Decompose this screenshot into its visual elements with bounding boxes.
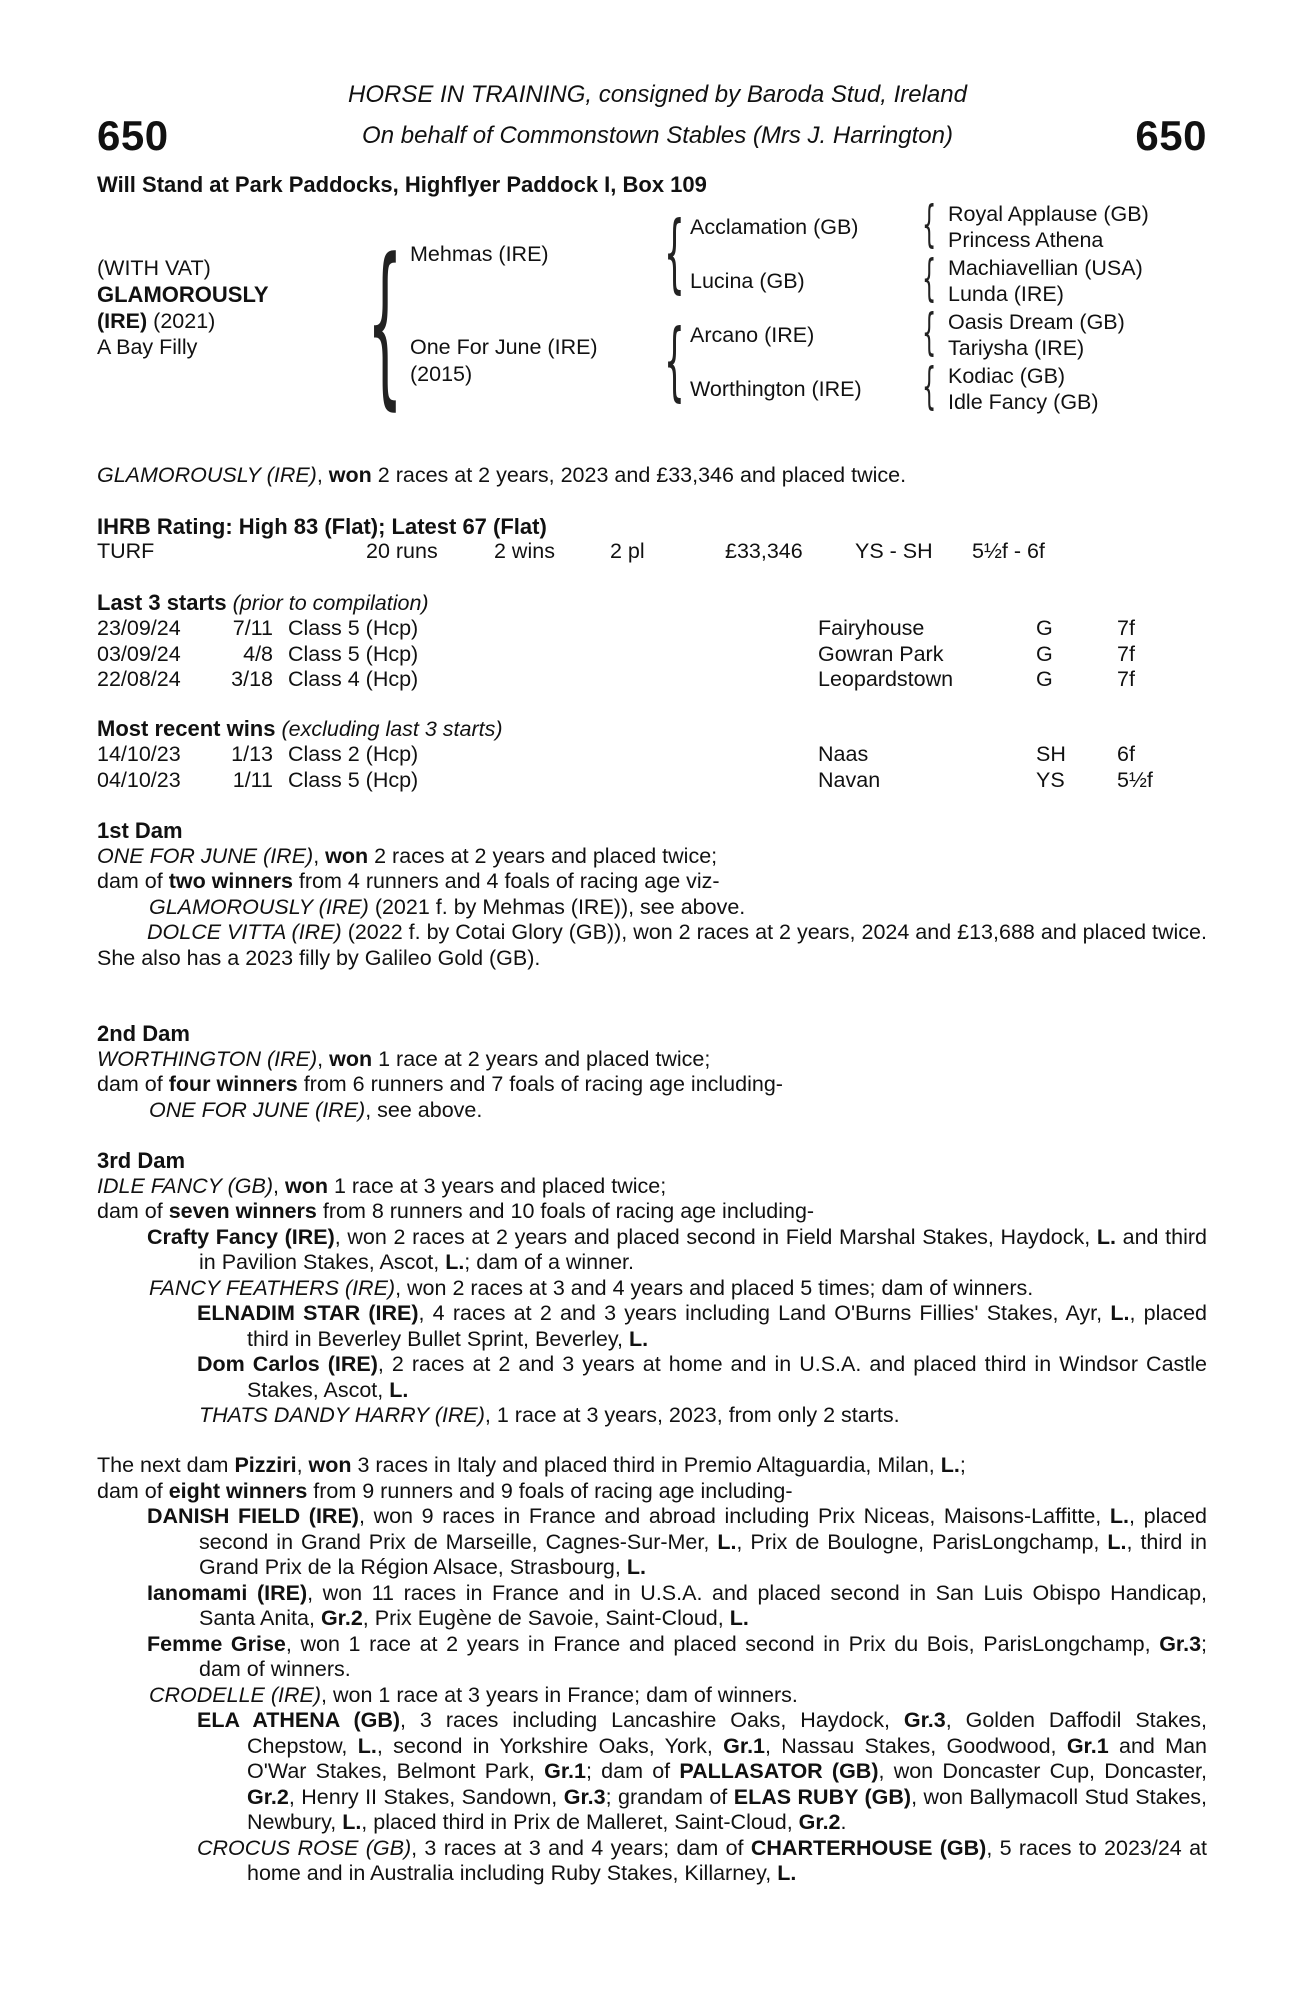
listed-mark: L.: [357, 1733, 377, 1758]
sire-sire-sire: Royal Applause (GB): [948, 202, 1149, 226]
start-course: Leopardstown: [818, 667, 954, 691]
horse-year: (2021): [153, 309, 216, 333]
grand-offspring-entry: [97, 1352, 1207, 1403]
winner-count: seven winners: [168, 1199, 317, 1223]
grand-offspring-entry: [97, 1708, 1207, 1836]
offspring-text: , third in Grand Prix de la Région Alsace, Strasbourg,: [199, 1529, 1207, 1579]
offspring-text: , placed third in Prix de Malleret, Saint-Cloud,: [361, 1810, 799, 1834]
brace-ss: {: [922, 195, 937, 253]
group-mark: Gr.3: [563, 1784, 606, 1809]
dam-dam-dam: Idle Fancy (GB): [948, 390, 1099, 414]
offspring-name: CROCUS ROSE (GB): [197, 1835, 412, 1860]
table-row: [97, 742, 1207, 768]
offspring-name: ELAS RUBY (GB): [733, 1784, 912, 1809]
start-position: 4/8: [243, 641, 273, 666]
group-mark: Gr.1: [723, 1733, 766, 1758]
dam-record: [97, 1453, 1207, 1479]
start-class: Class 4 (Hcp): [288, 667, 419, 691]
won-label: won: [308, 1453, 352, 1477]
offspring-entry: [97, 895, 1207, 921]
last3-note: (prior to compilation): [232, 591, 429, 615]
last3-heading: [97, 590, 429, 617]
sire-sire: Acclamation (GB): [690, 215, 859, 239]
offspring-text: , placed second in Grand Prix de Marseille, Cagnes-Sur-Mer,: [199, 1504, 1207, 1554]
record-text: The next dam: [97, 1453, 235, 1477]
recent-table: [97, 742, 1207, 793]
won-label: won: [325, 843, 369, 868]
horse-origin: [97, 309, 215, 335]
offspring-text: , won 11 races in France and in U.S.A. and placed second in San Luis Obispo Handicap, Santa Anita,: [199, 1580, 1208, 1630]
last3-table: [97, 616, 1207, 693]
dam-name: WORTHINGTON (IRE): [97, 1046, 318, 1071]
offspring-name: CHARTERHOUSE (GB): [750, 1835, 987, 1860]
brace-dd: {: [922, 357, 937, 415]
offspring-text: , won Doncaster Cup, Doncaster,: [878, 1759, 1207, 1783]
table-row: [97, 642, 1207, 668]
listed-mark: L.: [717, 1529, 737, 1554]
start-distance: 7f: [1117, 667, 1135, 691]
grand-offspring-entry: [97, 1403, 1207, 1429]
offspring-entry: [97, 1504, 1207, 1581]
dam-dam: Worthington (IRE): [690, 377, 862, 401]
listed-mark: L.: [1107, 1529, 1127, 1554]
win-course: Naas: [818, 742, 869, 766]
third-dam-section: [97, 1148, 1207, 1429]
rating-runs: 20 runs: [366, 539, 438, 563]
group-mark: Gr.1: [544, 1759, 586, 1783]
offspring-text: , won 2 races at 2 years and placed second in Field Marshal Stakes, Haydock,: [334, 1224, 1097, 1249]
sire-dam: Lucina (GB): [690, 269, 805, 293]
win-position: 1/11: [232, 767, 273, 792]
offspring-text: , Henry II Stakes, Sandown,: [288, 1784, 564, 1809]
win-going: YS: [1036, 767, 1065, 792]
start-date: 03/09/24: [97, 641, 181, 666]
stand-location: Will Stand at Park Paddocks, Highflyer Paddock I, Box 109: [97, 172, 707, 197]
listed-mark: L.: [1096, 1224, 1116, 1249]
listed-mark: L.: [389, 1377, 409, 1402]
start-going: G: [1036, 667, 1053, 691]
offspring-text: , second in Yorkshire Oaks, York,: [376, 1733, 724, 1758]
first-dam-section: [97, 818, 1207, 971]
produce-text: dam of: [97, 1072, 169, 1096]
record-text: 3 races in Italy and placed third in Premio Altaguardia, Milan,: [351, 1453, 941, 1477]
offspring-name: DANISH FIELD (IRE): [147, 1504, 359, 1528]
win-class: Class 2 (Hcp): [288, 742, 419, 766]
offspring-name: PALLASATOR (GB): [679, 1759, 879, 1783]
offspring-entry: [97, 1632, 1207, 1683]
group-mark: Gr.1: [1066, 1733, 1109, 1758]
consignor-line: On behalf of Commonstown Stables (Mrs J. Harrington): [362, 122, 953, 149]
start-going: G: [1036, 616, 1053, 640]
start-date: 23/09/24: [97, 616, 181, 640]
listed-mark: L.: [626, 1555, 646, 1579]
recent-note: (excluding last 3 starts): [281, 717, 503, 741]
rating-placed: 2 pl: [610, 539, 645, 563]
sire-sire-dam: Princess Athena: [948, 228, 1104, 252]
winner-count: eight winners: [168, 1478, 308, 1503]
consignment-line: HORSE IN TRAINING, consigned by Baroda Stud, Ireland: [348, 81, 967, 108]
listed-mark: L.: [940, 1453, 960, 1477]
win-class: Class 5 (Hcp): [288, 767, 419, 792]
offspring-text: , Golden Daffodil Stakes, Chepstow,: [247, 1708, 1208, 1758]
offspring-text: , Prix Eugène de Savoie, Saint-Cloud,: [362, 1606, 730, 1630]
group-mark: Gr.2: [320, 1606, 363, 1630]
record-text: 2 races at 2 years and placed twice;: [368, 843, 718, 868]
offspring-text: and Man O'War Stakes, Belmont Park,: [247, 1733, 1207, 1783]
lot-number-left: 650: [97, 112, 169, 159]
sire-dam-sire: Machiavellian (USA): [948, 256, 1143, 280]
rating-distance: 5½f - 6f: [972, 539, 1045, 563]
offspring-text: , won Ballymacoll Stud Stakes, Newbury,: [247, 1784, 1208, 1834]
start-position: 7/11: [232, 616, 273, 640]
offspring-name: Crafty Fancy (IRE): [147, 1224, 335, 1249]
record-text: ,: [296, 1453, 309, 1477]
start-class: Class 5 (Hcp): [288, 616, 419, 640]
listed-mark: L.: [1109, 1504, 1130, 1528]
offspring-text: , placed third in Beverley Bullet Sprint, Beverley,: [247, 1301, 1207, 1351]
table-row: [97, 768, 1207, 794]
sire: Mehmas (IRE): [410, 242, 549, 266]
offspring-name: ONE FOR JUNE (IRE): [149, 1097, 366, 1122]
offspring-name: GLAMOROUSLY (IRE): [149, 894, 369, 919]
group-mark: Gr.2: [798, 1810, 841, 1834]
listed-mark: L.: [729, 1606, 749, 1630]
dam-year: (2015): [410, 362, 473, 386]
offspring-name: CRODELLE (IRE): [149, 1682, 322, 1707]
win-course: Navan: [818, 767, 881, 792]
rating-going: YS - SH: [855, 539, 933, 563]
sire-dam-dam: Lunda (IRE): [948, 282, 1064, 306]
offspring-text: ; dam of a winner.: [464, 1250, 634, 1274]
group-mark: Gr.3: [903, 1708, 946, 1732]
offspring-name: Ianomami (IRE): [147, 1580, 308, 1605]
offspring-text: , won 2 races at 3 and 4 years and placed 5 times; dam of winners.: [395, 1275, 1034, 1300]
dam: One For June (IRE): [410, 335, 598, 359]
offspring-text: , Nassau Stakes, Goodwood,: [765, 1733, 1067, 1758]
offspring-text: , won 9 races in France and abroad including Prix Niceas, Maisons-Laffitte,: [358, 1504, 1110, 1528]
produce-text: dam of: [97, 1199, 169, 1223]
recent-heading: [97, 716, 503, 743]
produce-text: dam of: [97, 869, 169, 893]
offspring-text: .: [840, 1810, 847, 1834]
group-mark: Gr.2: [247, 1784, 289, 1809]
offspring-text: , 4 races at 2 and 3 years including Land O'Burns Fillies' Stakes, Ayr,: [418, 1301, 1111, 1325]
produce-text: from 6 runners and 7 foals of racing age including-: [297, 1072, 783, 1096]
offspring-text: , 5 races to 2023/24 at home and in Australia including Ruby Stakes, Killarney,: [247, 1835, 1207, 1885]
summary-won: won: [328, 463, 372, 487]
dam-produce: [97, 1479, 1207, 1505]
brace-ds: {: [922, 303, 937, 361]
race-summary: GLAMOROUSLY (IRE), won 2 races at 2 years, 2023 and £33,346 and placed twice.: [97, 463, 907, 487]
start-date: 22/08/24: [97, 667, 181, 691]
offspring-text: , won 1 race at 3 years in France; dam of winners.: [321, 1682, 798, 1707]
section-heading: 2nd Dam: [97, 1021, 190, 1046]
offspring-entry: [97, 1683, 1207, 1709]
listed-mark: L.: [1110, 1301, 1130, 1325]
record-text: 1 race at 2 years and placed twice;: [372, 1046, 711, 1071]
dam-dam-sire: Kodiac (GB): [948, 364, 1066, 388]
second-dam-section: [97, 1021, 1207, 1123]
group-mark: Gr.3: [1159, 1631, 1202, 1656]
start-going: G: [1036, 641, 1053, 666]
win-going: SH: [1036, 742, 1066, 766]
brace-dam: {: [664, 311, 685, 411]
produce-text: dam of: [97, 1478, 169, 1503]
produce-text: from 8 runners and 10 foals of racing age including-: [316, 1199, 815, 1223]
offspring-entry: [97, 1225, 1207, 1276]
offspring-entry: [97, 1581, 1207, 1632]
listed-mark: L.: [342, 1810, 362, 1834]
win-position: 1/13: [231, 742, 273, 766]
table-row: [97, 616, 1207, 642]
offspring-name: ELNADIM STAR (IRE): [197, 1301, 419, 1325]
offspring-text: (2022 f. by Cotai Glory (GB)), won 2 races at 2 years, 2024 and £13,688 and placed twice.: [341, 920, 1207, 944]
brace-sire: {: [664, 203, 685, 303]
grand-offspring-entry: [97, 1836, 1207, 1887]
offspring-text: , see above.: [365, 1097, 483, 1122]
horse-description: A Bay Filly: [97, 335, 198, 359]
offspring-name: Femme Grise: [147, 1631, 286, 1656]
winner-count: four winners: [168, 1072, 298, 1096]
grand-offspring-entry: [97, 1301, 1207, 1352]
offspring-name: DOLCE VITTA (IRE): [147, 920, 342, 944]
won-label: won: [329, 1046, 373, 1071]
dam-record: IDLE FANCY (GB), won 1 race at 3 years and placed twice;: [97, 1173, 667, 1198]
record-text: 1 race at 3 years and placed twice;: [327, 1173, 667, 1198]
dam-record: WORTHINGTON (IRE), won 1 race at 2 years and placed twice;: [97, 1046, 711, 1071]
dam-sire-sire: Oasis Dream (GB): [948, 310, 1125, 334]
dam-name: Pizziri: [234, 1453, 297, 1477]
offspring-entry: [97, 1098, 1207, 1124]
win-date: 04/10/23: [97, 767, 181, 792]
offspring-entry: [97, 1276, 1207, 1302]
rating-wins: 2 wins: [494, 539, 555, 563]
next-dam-section: [97, 1453, 1207, 1887]
rating-surface: TURF: [97, 539, 155, 563]
brace-sd: {: [922, 249, 937, 307]
offspring-text: (2021 f. by Mehmas (IRE)), see above.: [368, 894, 746, 919]
won-label: won: [284, 1173, 328, 1198]
dam-sire-dam: Tariysha (IRE): [948, 336, 1085, 360]
horse-country: (IRE): [97, 309, 148, 333]
dam-produce: [97, 869, 1207, 895]
offspring-name: ELA ATHENA (GB): [197, 1708, 401, 1732]
start-course: Fairyhouse: [818, 616, 925, 640]
section-heading: 1st Dam: [97, 818, 183, 843]
start-course: Gowran Park: [818, 641, 944, 666]
summary-detail: 2 races at 2 years, 2023 and £33,346 and placed twice.: [371, 463, 907, 487]
win-date: 14/10/23: [97, 742, 181, 766]
recent-title: Most recent wins: [97, 716, 276, 741]
last3-title: Last 3 starts: [97, 590, 227, 615]
rating-title: IHRB Rating: High 83 (Flat); Latest 67 (Flat): [97, 514, 547, 539]
dam-produce: [97, 1072, 1207, 1098]
start-distance: 7f: [1117, 641, 1135, 666]
start-class: Class 5 (Hcp): [288, 641, 419, 666]
win-distance: 6f: [1117, 742, 1135, 766]
offspring-name: THATS DANDY HARRY (IRE): [199, 1403, 485, 1427]
produce-text: from 9 runners and 9 foals of racing age including-: [307, 1478, 793, 1503]
listed-mark: L.: [445, 1250, 465, 1274]
record-text: ;: [959, 1453, 966, 1477]
offspring-entry: [97, 920, 1207, 946]
offspring-name: Dom Carlos (IRE): [197, 1352, 378, 1376]
offspring-text: ; dam of winners.: [199, 1631, 1208, 1681]
lot-number-right: 650: [1135, 112, 1207, 159]
vat-note: (WITH VAT): [97, 256, 211, 280]
offspring-text: , won 1 race at 2 years in France and placed second in Prix du Bois, ParisLongchamp,: [285, 1631, 1160, 1656]
dam-note: She also has a 2023 filly by Galileo Gold (GB).: [97, 945, 541, 970]
table-row: [97, 667, 1207, 693]
produce-text: from 4 runners and 4 foals of racing age viz-: [292, 869, 720, 893]
offspring-text: , 2 races at 2 and 3 years at home and in U.S.A. and placed third in Windsor Castle Stakes, Ascot,: [247, 1352, 1207, 1402]
listed-mark: L.: [629, 1326, 649, 1351]
brace-horse: {: [367, 221, 403, 426]
rating-earnings: £33,346: [725, 539, 803, 563]
dam-name: ONE FOR JUNE (IRE): [97, 843, 314, 868]
offspring-text: ; grandam of: [605, 1784, 734, 1809]
dam-produce: [97, 1199, 1207, 1225]
offspring-text: ; dam of: [585, 1759, 680, 1783]
horse-name: GLAMOROUSLY: [97, 282, 269, 307]
offspring-text: and third in Pavilion Stakes, Ascot,: [199, 1224, 1207, 1274]
start-distance: 7f: [1117, 616, 1135, 640]
offspring-text: , Prix de Boulogne, ParisLongchamp,: [736, 1529, 1108, 1554]
dam-record: ONE FOR JUNE (IRE), won 2 races at 2 years and placed twice;: [97, 843, 718, 868]
dam-sire: Arcano (IRE): [690, 323, 815, 347]
offspring-text: , 3 races at 3 and 4 years; dam of: [411, 1835, 751, 1860]
dam-name: IDLE FANCY (GB): [97, 1173, 274, 1198]
summary-horse: GLAMOROUSLY (IRE): [97, 463, 317, 487]
winner-count: two winners: [168, 869, 293, 893]
win-distance: 5½f: [1117, 767, 1153, 792]
start-position: 3/18: [231, 667, 273, 691]
offspring-name: FANCY FEATHERS (IRE): [149, 1275, 396, 1300]
listed-mark: L.: [777, 1861, 797, 1885]
offspring-text: , 1 race at 3 years, 2023, from only 2 starts.: [484, 1403, 900, 1427]
offspring-text: , 3 races including Lancashire Oaks, Haydock,: [400, 1708, 904, 1732]
section-heading: 3rd Dam: [97, 1148, 186, 1173]
